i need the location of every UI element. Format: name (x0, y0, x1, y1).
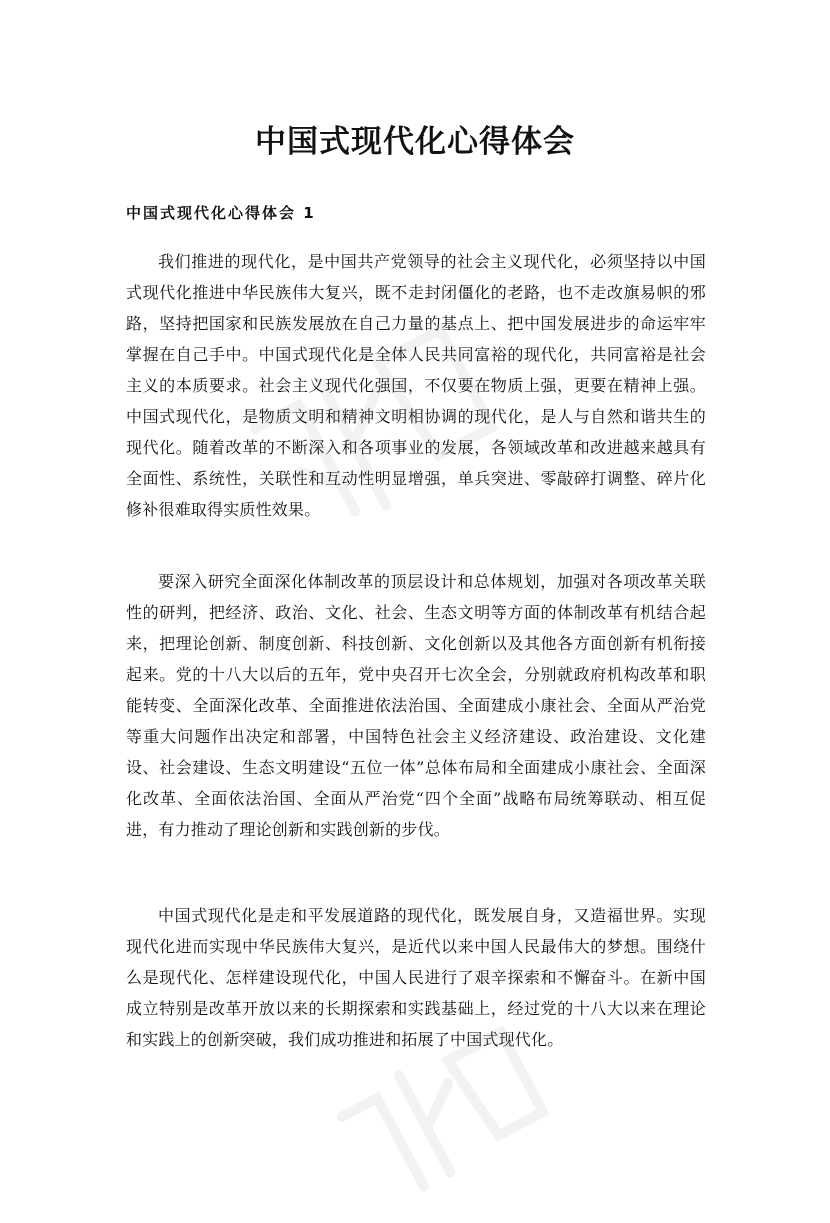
document-title: 中国式现代化心得体会 (255, 124, 575, 160)
paragraph-2: 要深入研究全面深化体制改革的顶层设计和总体规划，加强对各项改革关联性的研判，把经济、政治、文化、社会、生态文明等方面的体制改革有机结合起来，把理论创新、制度创新、科技创新、文化创新以及其他各方面创新有机衔接起来。党的十八大以后的五年，党中央召开七次全会，分别就政府机构改革和职能转变、全面深化改革、全面推进依法治国、全面建成小康社会、全面从严治党等重大问题作出决定和部署，中国特色社会主义经济建设、政治建设、文化建设、社会建设、生态文明建设“五位一体”总体布局和全面建成小康社会、全面深化改革、全面依法治国、全面从严治党“四个全面”战略布局统筹联动、相互促进，有力推动了理论创新和实践创新的步伐。 (126, 572, 706, 839)
section-heading: 中国式现代化心得体会 1 (126, 204, 316, 222)
paragraph-1: 我们推进的现代化，是中国共产党领导的社会主义现代化，必须坚持以中国式现代化推进中华民族伟大复兴，既不走封闭僵化的老路，也不走改旗易帜的邪路，坚持把国家和民族发展放在自己力量的基点上、把中国发展进步的命运牢牢掌握在自己手中。中国式现代化是全体人民共同富裕的现代化，共同富裕是社会主义的本质要求。社会主义现代化强国，不仅要在物质上强，更要在精神上强。中国式现代化，是物质文明和精神文明相协调的现代化，是人与自然和谐共生的现代化。随着改革的不断深入和各项事业的发展，各领域改革和改进越来越具有全面性、系统性，关联性和互动性明显增强，单兵突进、零敲碎打调整、碎片化修补很难取得实质性效果。 (126, 252, 706, 519)
paragraph-3: 中国式现代化是走和平发展道路的现代化，既发展自身，又造福世界。实现现代化进而实现中华民族伟大复兴，是近代以来中国人民最伟大的梦想。围绕什么是现代化、怎样建设现代化，中国人民进行了艰辛探索和不懈奋斗。在新中国成立特别是改革开放以来的长期探索和实践基础上，经过党的十八大以来在理论和实践上的创新突破，我们成功推进和拓展了中国式现代化。 (126, 906, 706, 1049)
